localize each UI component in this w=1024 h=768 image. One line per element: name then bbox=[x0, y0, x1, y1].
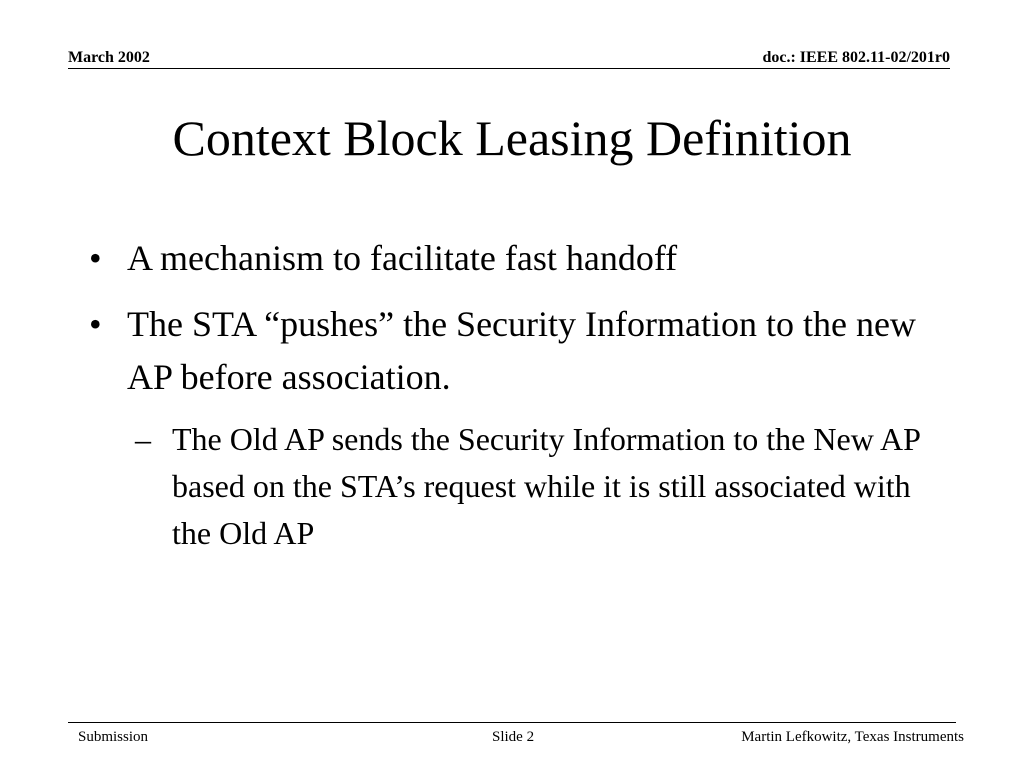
bullet-text: The STA “pushes” the Security Information to the new AP before association. bbox=[127, 304, 916, 397]
bullet-icon: • bbox=[89, 304, 102, 344]
sub-bullet-text: The Old AP sends the Security Information to the New AP based on the STA’s request while it is still associated with the Old AP bbox=[172, 421, 920, 551]
bullet-icon: • bbox=[89, 238, 102, 278]
sub-bullet-item bbox=[135, 416, 947, 557]
header-divider bbox=[68, 68, 950, 69]
header-doc-id: doc.: IEEE 802.11-02/201r0 bbox=[762, 49, 950, 66]
footer-author: Martin Lefkowitz, Texas Instruments bbox=[741, 729, 964, 745]
slide-title: Context Block Leasing Definition bbox=[172, 110, 852, 166]
bullet-text: A mechanism to facilitate fast handoff bbox=[127, 238, 678, 278]
footer-slide-number: Slide 2 bbox=[492, 729, 535, 745]
bullet-item bbox=[89, 232, 947, 285]
footer-divider bbox=[68, 722, 956, 723]
header-date: March 2002 bbox=[68, 49, 150, 66]
footer-submission: Submission bbox=[78, 729, 149, 745]
dash-icon: – bbox=[135, 421, 151, 457]
bullet-item bbox=[89, 298, 947, 404]
